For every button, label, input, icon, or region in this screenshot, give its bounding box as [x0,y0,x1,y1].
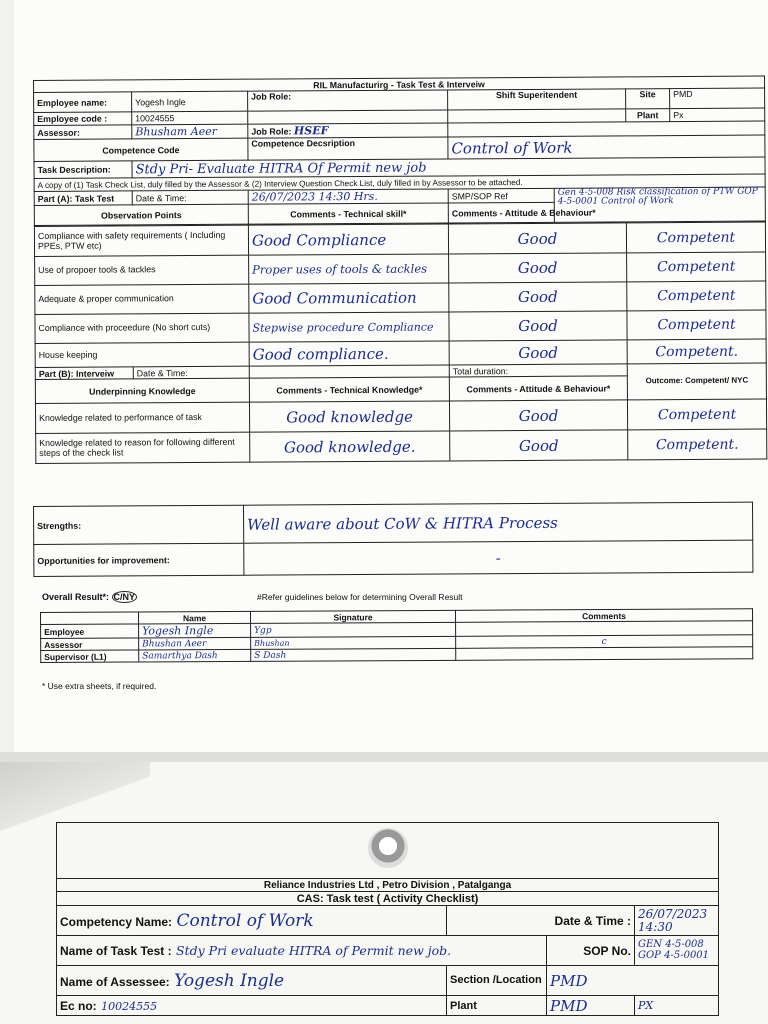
date-label: Date & Time : [447,906,635,936]
technical-comment: Good compliance. [249,341,449,366]
strengths-value: Well aware about CoW & HITRA Process [243,502,752,543]
sop-ref-value: Gen 4-5-008 Risk classification of PTW GOP 4-5-0001 Control of Work [554,187,765,222]
assessor-label: Assessor: [34,125,132,140]
section-label: Section /Location [447,966,547,996]
employee-name-label: Employee name: [34,92,132,113]
site-value: PMD [670,88,765,109]
sign-comment [456,647,753,661]
date-value: 26/07/2023 14:30 [635,906,719,936]
competency-cell [57,906,447,936]
px-value: PX [635,996,719,1016]
plant-label-2: Plant [447,996,547,1016]
sign-blank [41,612,139,625]
sign-name: Yogesh Ingle [139,623,251,638]
knowledge-technical-comment: Good knowledge [249,401,449,432]
technical-comment: Proper uses of tools & tackles [249,254,449,284]
knowledge-outcome: Competent [627,399,766,430]
knowledge-attitude-comment: Good [449,400,627,431]
competency-label: Competency Name: [60,914,173,929]
attachment-note: A copy of (1) Task Check List, duly filled by the Assessor & (2) Interview Question Check List, duly filled in by Assessor to be attached. [34,174,765,191]
attitude-header-b: Comments - Attitude & Behaviour* [449,376,627,401]
knowledge-point: Knowledge related to performance of task [35,402,249,433]
overall-result-label: Overall Result*: [42,592,110,602]
part-b-date-label: Date & Time: [133,366,249,379]
opportunities-value: - [244,540,753,575]
sign-comments-header: Comments [455,609,752,623]
company-name: Reliance Industries Ltd , Petro Division , Patalganga [57,879,719,892]
sop-value: GEN 4-5-008 GOP 4-5-0001 [635,936,719,966]
outcome-value: Competent [627,252,766,282]
smp-sop-label: SMP/SOP Ref [448,188,554,203]
task-value: Stdy Pri evaluate HITRA of Permit new job. [176,942,452,958]
task-description-label: Task Description: [34,161,132,179]
competency-value: Control of Work [176,910,314,931]
knowledge-attitude-comment: Good [450,430,628,461]
assessee-label: Name of Assessee: [60,974,170,989]
employee-code-value: 10024555 [132,111,248,125]
signature-table [40,608,753,663]
sign-signature: Ygp [251,622,456,637]
part-a-date-value: 26/07/2023 14:30 Hrs. [248,189,448,204]
overall-result [42,592,542,602]
overall-guideline: #Refer guidelines below for determining Overall Result [257,592,463,602]
task-test-form-table [33,76,767,464]
job-role-blank [248,110,448,124]
part-b-label: Part (B): Interveiw [35,367,133,380]
sign-name: Bhushan Aeer [139,637,251,650]
task-label: Name of Task Test : [60,943,172,958]
sign-role: Employee [41,624,139,639]
underpinning-knowledge-header: Underpinning Knowledge [35,378,249,403]
attitude-comment: Good [448,223,626,254]
assessee-cell [57,966,447,996]
footnote: * Use extra sheets, if required. [42,681,157,691]
sop-label: SOP No. [547,936,635,966]
strengths-table [33,502,753,577]
sign-name: Samarthya Dash [139,649,251,662]
sign-name-header: Name [139,611,251,624]
competence-code-label: Competence Code [34,138,248,161]
sign-role: Assessor [41,638,139,651]
plant-label: Plant [626,109,670,122]
overall-result-options: C/NY [113,592,136,602]
attitude-comment: Good [449,340,627,365]
outcome-value: Competent. [627,339,766,364]
assessee-value: Yogesh Ingle [174,970,285,991]
observation-point: House keeping [35,342,249,367]
sign-comment: c [456,635,753,649]
task-cell [57,936,547,966]
competence-description-label: Competence Decsription [248,137,448,160]
technical-comment: Good Compliance [248,224,448,255]
assessor-job-role-text: Job Role: [251,126,292,137]
opportunities-label: Opportunities for improvement: [34,543,244,576]
technical-skill-header: Comments - Technical skill* [248,203,448,224]
outcome-header-b: Outcome: Competent/ NYC [627,363,766,400]
technical-comment: Stepwise procedure Compliance [249,312,449,342]
observation-point: Compliance with proceedure (No short cuts) [35,313,249,343]
plant-value-2: PMD [547,996,635,1016]
assessor-job-role-value: HSEF [293,124,329,138]
shift-blank [448,109,626,123]
attitude-comment: Good [449,311,627,341]
part-a-label: Part (A): Task Test [34,191,132,206]
plant-value: Px [670,108,765,122]
sign-comment [456,621,753,637]
observation-point: Use of propoer tools & tackles [35,255,249,285]
sign-role: Supervisor (L1) [41,650,139,663]
part-a-date-label: Date & Time: [132,190,248,205]
attitude-header: Comments - Attitude & Behaviour* [448,202,554,223]
employee-code-label: Employee code : [34,112,132,126]
assessor-job-role-label [248,123,448,138]
form-title: RIL Manufacturirg - Task Test & Interveiw [34,76,765,92]
technical-comment: Good Communication [249,283,449,313]
job-role-label: Job Role: [248,90,448,111]
assessor-value: Bhusham Aeer [132,124,248,139]
technical-knowledge-header: Comments - Technical Knowledge* [249,377,449,402]
attitude-comment: Good [449,253,627,283]
sign-signature: S Dash [251,648,456,661]
task-description-value: Stdy Pri- Evaluate HITRA Of Permit new job [132,157,765,178]
activity-checklist-table [56,822,719,1016]
company-logo-icon [368,828,408,868]
knowledge-technical-comment: Good knowledge. [250,431,450,462]
observation-points-header: Observation Points [34,204,248,225]
total-duration-label: Total duration: [449,364,627,377]
observation-point: Adequate & proper communication [35,284,249,314]
ec-cell [57,996,447,1016]
form-subtitle: CAS: Task test ( Activity Checklist) [57,892,719,906]
section-value: PMD [547,966,719,996]
knowledge-outcome: Competent. [628,429,767,460]
logo-cell [57,823,719,879]
attitude-comment: Good [449,282,627,312]
outcome-value: Competent [626,222,765,253]
sign-signature-header: Signature [250,610,455,623]
ec-label: Ec no: [60,998,97,1013]
sign-signature: Bhushan [251,636,456,649]
knowledge-point: Knowledge related to reason for following different steps of the check list [36,432,250,463]
strengths-label: Strengths: [34,505,244,544]
competence-description-value: Control of Work [448,135,765,159]
observation-point: Compliance with safety requirements ( Including PPEs, PTW etc) [34,225,248,256]
ec-value: 10024555 [101,999,158,1013]
shift-superintendent-label: Shift Superitendent [448,89,626,110]
site-label: Site [626,89,670,109]
employee-name-value: Yogesh Ingle [132,91,248,112]
outcome-value: Competent [627,281,766,311]
outcome-value: Competent [627,310,766,340]
